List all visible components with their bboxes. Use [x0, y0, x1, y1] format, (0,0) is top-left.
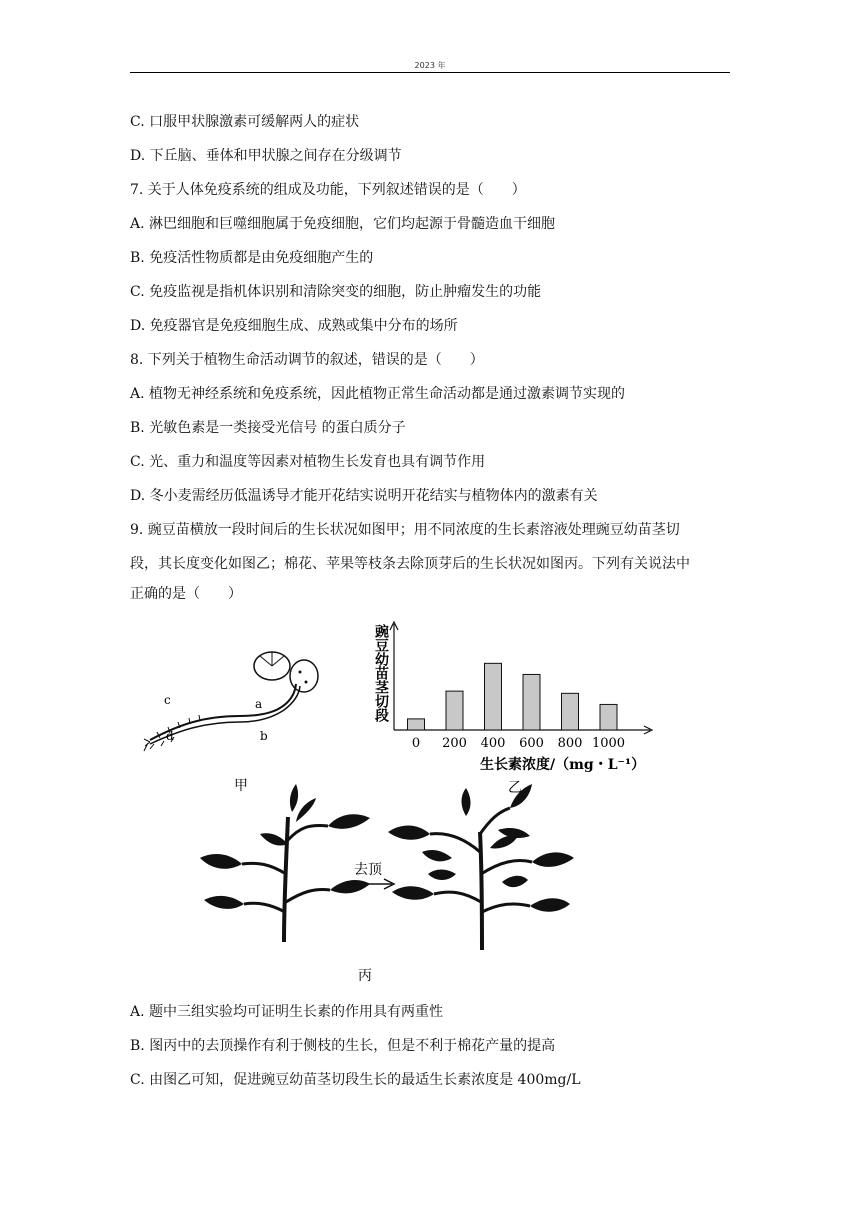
- figure-yi-bar-chart: [373, 622, 652, 773]
- x-tick-label: 400: [480, 736, 506, 751]
- question-7: 7. 关于人体免疫系统的组成及功能，下列叙述错误的是（ ）: [130, 182, 526, 198]
- option-b-q7: B. 免疫活性物质都是由免疫细胞产生的: [130, 250, 374, 266]
- x-tick-label: 600: [519, 736, 544, 751]
- option-c-q8: C. 光、重力和温度等因素对植物生长发育也具有调节作用: [130, 454, 486, 470]
- option-a-q9: A. 题中三组实验均可证明生长素的作用具有两重性: [130, 1004, 444, 1020]
- header-rule: [130, 72, 730, 73]
- jia-letter-c: c: [164, 693, 171, 707]
- bar-800: [562, 693, 579, 730]
- question-9-figure: [130, 612, 730, 992]
- question-8: 8. 下列关于植物生命活动调节的叙述，错误的是（ ）: [130, 352, 484, 368]
- jia-letter-d: d: [166, 729, 174, 743]
- option-c-q9: C. 由图乙可知，促进豌豆幼苗茎切段生长的最适生长素浓度是 400mg/L: [130, 1072, 581, 1088]
- figure-bing-plant-before: [200, 784, 370, 942]
- y-axis-label: 豌豆幼苗茎切段: [373, 624, 389, 722]
- bar-600: [523, 674, 540, 730]
- x-tick-label: 1000: [591, 736, 626, 751]
- jia-letter-b: b: [260, 729, 268, 743]
- option-a-q8: A. 植物无神经系统和免疫系统，因此植物正常生命活动都是通过激素调节实现的: [130, 386, 626, 402]
- x-tick-label: 800: [557, 736, 583, 751]
- question-9-line-1: 9. 豌豆苗横放一段时间后的生长状况如图甲；用不同浓度的生长素溶液处理豌豆幼苗茎切: [130, 522, 680, 538]
- option-c-q7: C. 免疫监视是指机体识别和清除突变的细胞，防止肿瘤发生的功能: [130, 284, 542, 300]
- bar-200: [446, 691, 463, 730]
- figure-svg: [130, 612, 730, 992]
- page-header-year: 2023 年: [414, 61, 446, 70]
- option-d-q7: D. 免疫器官是免疫细胞生成、成熟或集中分布的场所: [130, 318, 458, 334]
- question-9-line-3: 正确的是（ ）: [130, 586, 242, 602]
- question-9-line-2: 段，其长度变化如图乙；棉花、苹果等枝条去除顶芽后的生长状况如图丙。下列有关说法中: [130, 556, 690, 572]
- figure-jia-seedling: [144, 652, 318, 751]
- option-b-q9: B. 图丙中的去顶操作有利于侧枝的生长，但是不利于棉花产量的提高: [130, 1038, 556, 1054]
- bar-0: [408, 719, 425, 730]
- option-d-q6: D. 下丘脑、垂体和甲状腺之间存在分级调节: [130, 148, 402, 164]
- option-c-q6: C. 口服甲状腺激素可缓解两人的症状: [130, 114, 360, 130]
- option-b-q8: B. 光敏色素是一类接受光信号 的蛋白质分子: [130, 420, 406, 436]
- x-tick-label: 0: [411, 736, 421, 751]
- topping-arrow-label: 去顶: [354, 862, 382, 878]
- x-axis-label: 生长素浓度/（mg・L⁻¹）: [480, 757, 646, 773]
- option-a-q7: A. 淋巴细胞和巨噬细胞属于免疫细胞，它们均起源于骨髓造血干细胞: [130, 216, 556, 232]
- figure-bing-plant-after: [388, 784, 574, 950]
- bar-400: [485, 663, 502, 730]
- jia-letter-a: a: [255, 697, 263, 711]
- figure-yi-label: 乙: [508, 780, 522, 796]
- figure-jia-label: 甲: [234, 778, 248, 794]
- x-tick-label: 200: [442, 736, 467, 751]
- bar-1000: [600, 704, 617, 730]
- option-d-q8: D. 冬小麦需经历低温诱导才能开花结实说明开花结实与植物体内的激素有关: [130, 488, 598, 504]
- figure-bing-label: 丙: [358, 968, 372, 984]
